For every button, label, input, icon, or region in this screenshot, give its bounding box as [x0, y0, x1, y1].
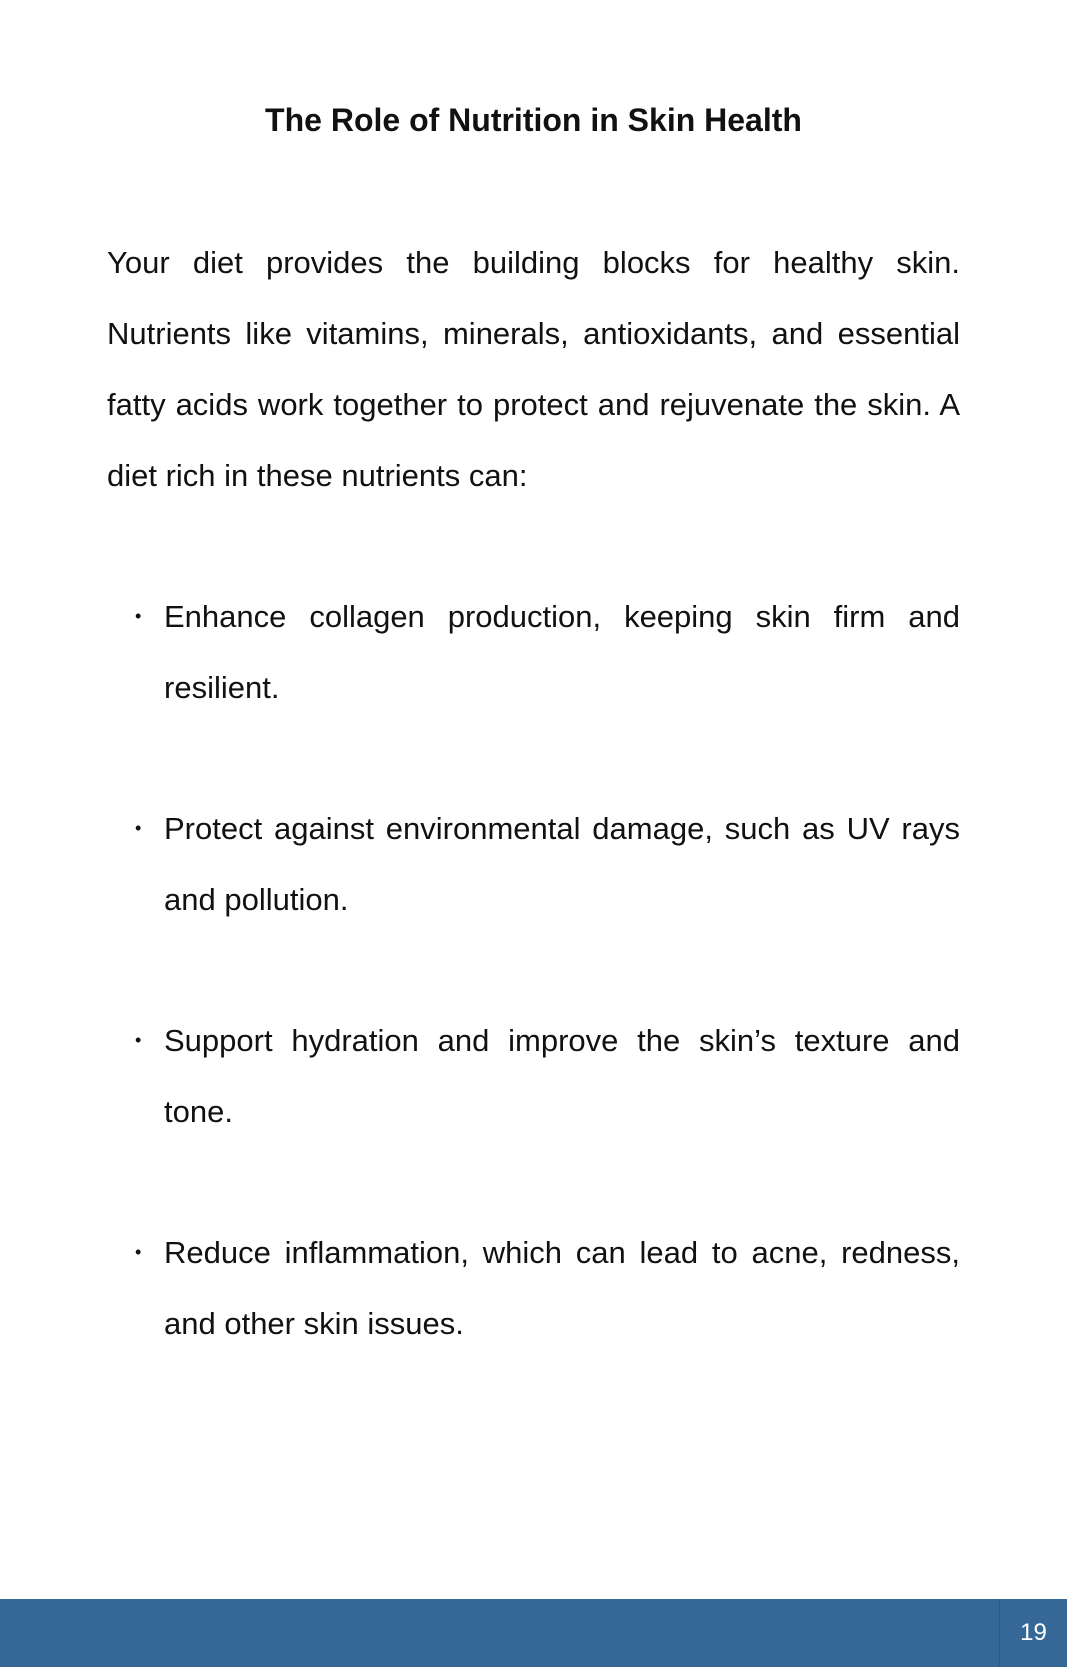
page-number: 19	[999, 1599, 1067, 1667]
list-item-text: Reduce inflammation, which can lead to acne, redness, and other skin issues.	[164, 1235, 960, 1341]
benefits-list	[107, 581, 960, 1429]
list-item-text: Enhance collagen production, keeping skin firm and resilient.	[164, 599, 960, 705]
footer-bar	[0, 1599, 1067, 1667]
list-item	[107, 793, 960, 935]
bullet-icon: •	[135, 1242, 142, 1262]
bullet-icon: •	[135, 818, 142, 838]
bullet-icon: •	[135, 606, 142, 626]
intro-paragraph: Your diet provides the building blocks for healthy skin. Nutrients like vitamins, minerals, antioxidants, and essential fatty acids work together to protect and rejuvenate the skin. A diet rich in these nutrients can:	[107, 245, 960, 493]
list-item	[107, 1005, 960, 1147]
bullet-icon: •	[135, 1030, 142, 1050]
list-item	[107, 581, 960, 723]
page-title: The Role of Nutrition in Skin Health	[265, 102, 802, 138]
list-item	[107, 1217, 960, 1359]
list-item-text: Protect against environmental damage, such as UV rays and pollution.	[164, 811, 960, 917]
list-item-text: Support hydration and improve the skin’s texture and tone.	[164, 1023, 960, 1129]
